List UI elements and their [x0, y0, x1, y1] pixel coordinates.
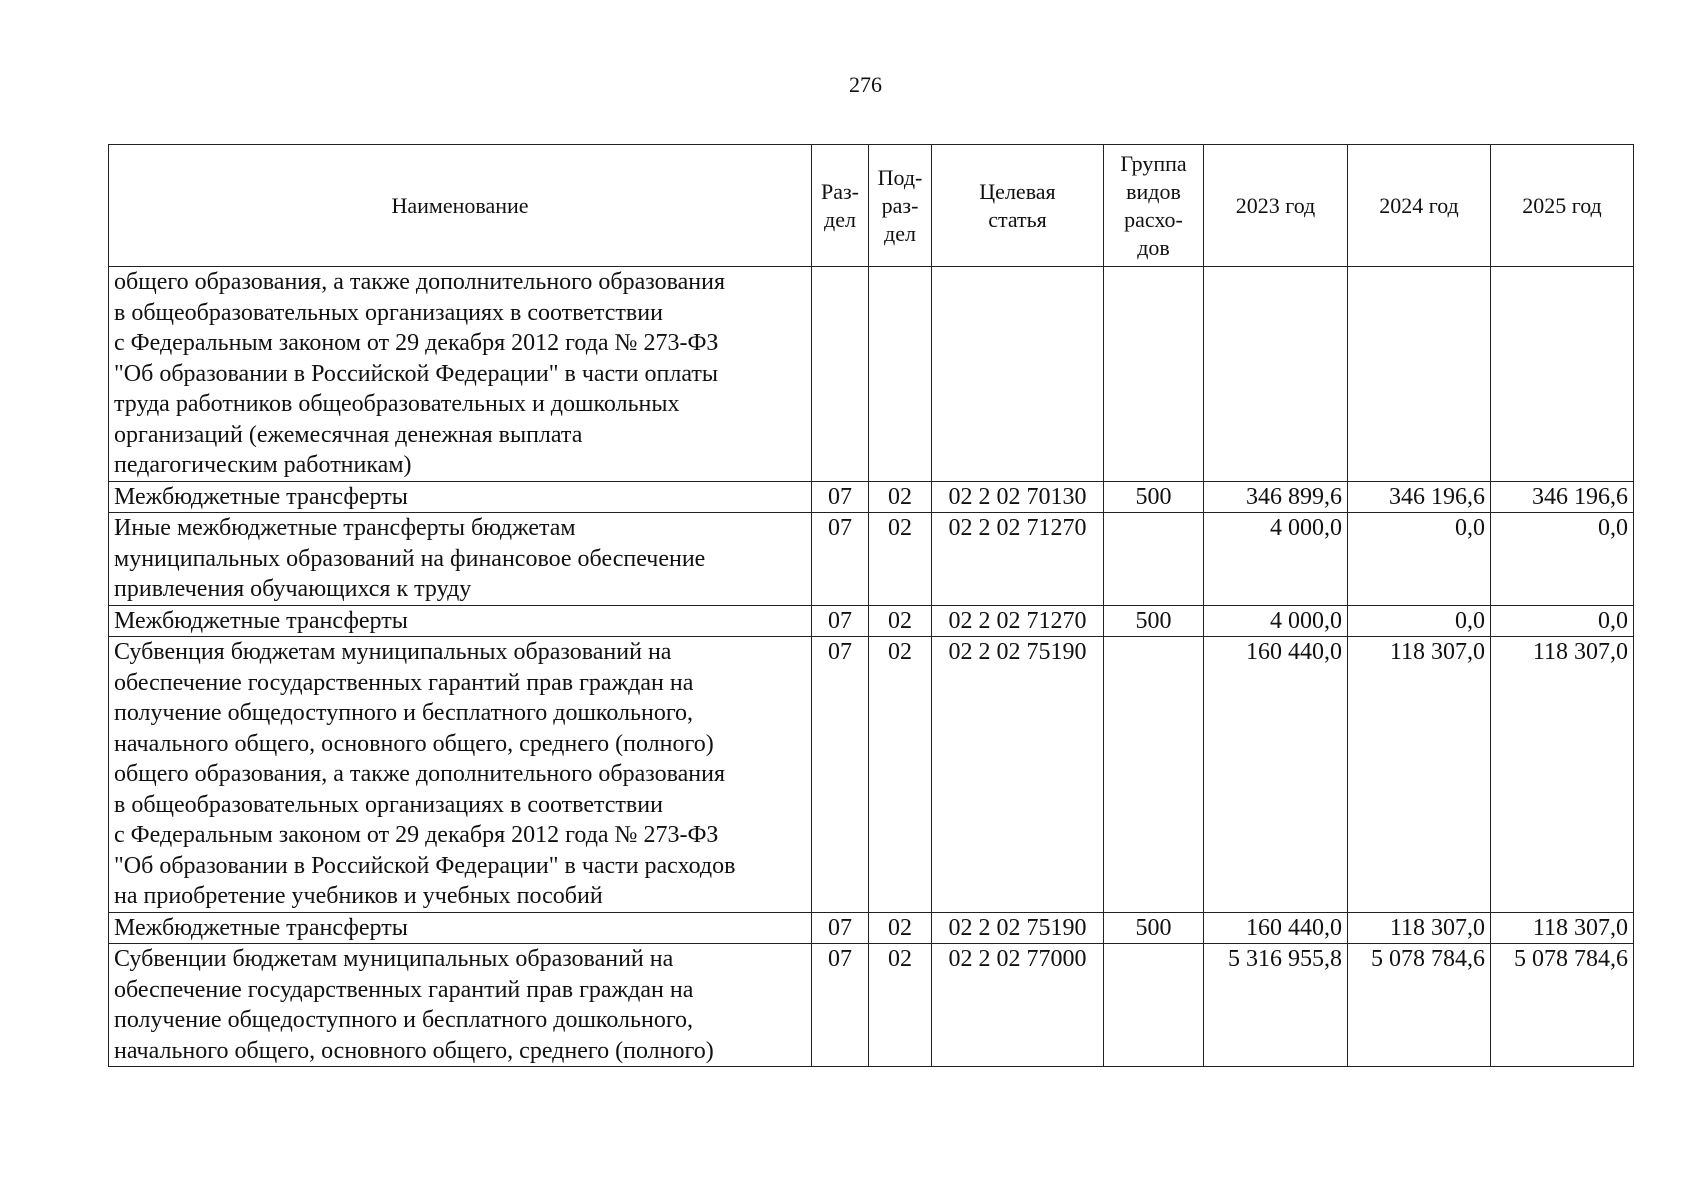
row-2023: 346 899,6 — [1204, 481, 1348, 513]
table-header-row — [109, 145, 1634, 267]
row-2023 — [1204, 267, 1348, 482]
header-target-article: Целевая статья — [932, 145, 1104, 267]
row-name: Межбюджетные трансферты — [109, 481, 812, 513]
table-row — [109, 481, 1634, 513]
row-name: Межбюджетные трансферты — [109, 605, 812, 637]
row-group — [1104, 267, 1204, 482]
row-2024: 5 078 784,6 — [1348, 944, 1491, 1067]
row-target: 02 2 02 71270 — [932, 513, 1104, 606]
row-group: 500 — [1104, 605, 1204, 637]
row-2024: 0,0 — [1348, 605, 1491, 637]
row-subsection — [869, 267, 932, 482]
row-subsection: 02 — [869, 513, 932, 606]
row-target: 02 2 02 75190 — [932, 637, 1104, 913]
row-2024: 118 307,0 — [1348, 637, 1491, 913]
table-row — [109, 513, 1634, 606]
row-section — [812, 267, 869, 482]
table-row — [109, 267, 1634, 482]
row-2024: 118 307,0 — [1348, 912, 1491, 944]
row-2023: 160 440,0 — [1204, 637, 1348, 913]
row-2024: 346 196,6 — [1348, 481, 1491, 513]
page-number: 276 — [849, 72, 882, 97]
row-target: 02 2 02 77000 — [932, 944, 1104, 1067]
table-row — [109, 605, 1634, 637]
header-subsection: Под- раз- дел — [869, 145, 932, 267]
row-2025: 118 307,0 — [1491, 912, 1634, 944]
row-2023: 4 000,0 — [1204, 605, 1348, 637]
row-section: 07 — [812, 637, 869, 913]
header-year-2024: 2024 год — [1348, 145, 1491, 267]
row-2025: 0,0 — [1491, 605, 1634, 637]
header-section: Раз- дел — [812, 145, 869, 267]
row-section: 07 — [812, 912, 869, 944]
row-2023: 5 316 955,8 — [1204, 944, 1348, 1067]
row-2024 — [1348, 267, 1491, 482]
row-subsection: 02 — [869, 944, 932, 1067]
row-2025 — [1491, 267, 1634, 482]
header-year-2023: 2023 год — [1204, 145, 1348, 267]
row-group — [1104, 944, 1204, 1067]
row-target: 02 2 02 70130 — [932, 481, 1104, 513]
row-group: 500 — [1104, 481, 1204, 513]
row-subsection: 02 — [869, 912, 932, 944]
row-2025: 0,0 — [1491, 513, 1634, 606]
row-name: Иные межбюджетные трансферты бюджетам муниципальных образований на финансовое обеспечение привлечения обучающихся к труду — [109, 513, 812, 606]
row-target — [932, 267, 1104, 482]
header-expense-group: Группа видов расхо- дов — [1104, 145, 1204, 267]
row-group — [1104, 513, 1204, 606]
row-group — [1104, 637, 1204, 913]
row-2023: 4 000,0 — [1204, 513, 1348, 606]
row-2025: 346 196,6 — [1491, 481, 1634, 513]
row-2024: 0,0 — [1348, 513, 1491, 606]
row-target: 02 2 02 75190 — [932, 912, 1104, 944]
header-year-2025: 2025 год — [1491, 145, 1634, 267]
row-target: 02 2 02 71270 — [932, 605, 1104, 637]
row-group: 500 — [1104, 912, 1204, 944]
row-2025: 5 078 784,6 — [1491, 944, 1634, 1067]
row-name: Субвенции бюджетам муниципальных образований на обеспечение государственных гарантий прав граждан на получение общедоступного и бесплатного дошкольного, начального общего, основного общего, среднего (полного) — [109, 944, 812, 1067]
row-subsection: 02 — [869, 605, 932, 637]
row-name: Межбюджетные трансферты — [109, 912, 812, 944]
row-2025: 118 307,0 — [1491, 637, 1634, 913]
budget-table — [108, 144, 1634, 1067]
row-name: общего образования, а также дополнительного образования в общеобразовательных организациях в соответствии с Федеральным законом от 29 декабря 2012 года № 273-ФЗ "Об образовании в Российской Федерации" в части оплаты труда работников общеобразовательных и дошкольных организаций (ежемесячная денежная выплата педагогическим работникам) — [109, 267, 812, 482]
table-row — [109, 637, 1634, 913]
row-section: 07 — [812, 481, 869, 513]
row-name: Субвенция бюджетам муниципальных образований на обеспечение государственных гарантий прав граждан на получение общедоступного и бесплатного дошкольного, начального общего, основного общего, среднего (полного) общего образования, а также дополнительного образования в общеобразовательных организациях в соответствии с Федеральным законом от 29 декабря 2012 года № 273-ФЗ "Об образовании в Российской Федерации" в части расходов на приобретение учебников и учебных пособий — [109, 637, 812, 913]
row-2023: 160 440,0 — [1204, 912, 1348, 944]
table-row — [109, 944, 1634, 1067]
row-section: 07 — [812, 944, 869, 1067]
row-subsection: 02 — [869, 637, 932, 913]
header-name: Наименование — [109, 145, 812, 267]
table-row — [109, 912, 1634, 944]
row-section: 07 — [812, 605, 869, 637]
row-section: 07 — [812, 513, 869, 606]
row-subsection: 02 — [869, 481, 932, 513]
